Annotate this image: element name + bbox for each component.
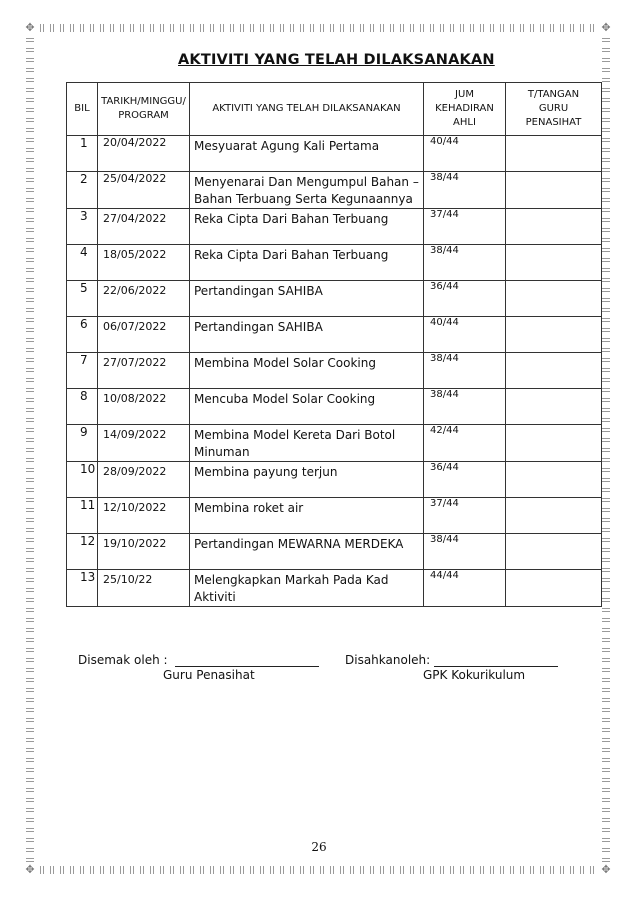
row-date-cell [98, 570, 190, 607]
header-activity: AKTIVITI YANG TELAH DILAKSANAKAN [190, 83, 424, 136]
row-signature-cell [506, 209, 602, 245]
row-date: 10/08/2022 [103, 392, 167, 405]
row-number: 3 [80, 209, 88, 223]
row-date: 27/07/2022 [103, 356, 167, 369]
row-activity-cell [190, 136, 424, 172]
row-number: 8 [80, 389, 88, 403]
row-signature-cell [506, 462, 602, 498]
row-number-cell [67, 245, 98, 281]
corner-ornament-icon: ✥ [25, 21, 35, 34]
row-activity: Mencuba Model Solar Cooking [194, 392, 376, 406]
checked-by-signature-line [175, 653, 319, 667]
row-number-cell [67, 534, 98, 570]
table-header-row [67, 83, 602, 136]
row-activity: Menyenarai Dan Mengumpul Bahan – Bahan Terbuang Serta Kegunaannya [194, 175, 419, 206]
table-row [67, 209, 602, 245]
row-number-cell [67, 209, 98, 245]
row-activity-cell [190, 498, 424, 534]
row-number-cell [67, 389, 98, 425]
row-activity: Membina Model Solar Cooking [194, 356, 376, 370]
row-date-cell [98, 172, 190, 209]
row-attendance: 37/44 [430, 498, 459, 509]
row-number-cell [67, 136, 98, 172]
row-attendance: 44/44 [430, 570, 459, 581]
row-activity-cell [190, 389, 424, 425]
row-number: 6 [80, 317, 88, 331]
row-number-cell [67, 498, 98, 534]
row-attendance: 37/44 [430, 209, 459, 220]
table-row [67, 498, 602, 534]
row-attendance: 40/44 [430, 317, 459, 328]
row-number: 1 [80, 136, 88, 150]
border-top [38, 24, 598, 32]
row-attendance: 38/44 [430, 534, 459, 545]
header-signature: T/TANGAN GURU PENASIHAT [506, 83, 602, 136]
row-attendance-cell [424, 353, 506, 389]
row-number: 11 [80, 498, 96, 512]
row-date-cell [98, 353, 190, 389]
row-date-cell [98, 498, 190, 534]
row-activity: Membina Model Kereta Dari Botol Minuman [194, 428, 396, 459]
row-activity: Pertandingan SAHIBA [194, 320, 323, 334]
row-date-cell [98, 245, 190, 281]
row-signature-cell [506, 425, 602, 462]
row-number-cell [67, 353, 98, 389]
row-number-cell [67, 462, 98, 498]
row-activity: Mesyuarat Agung Kali Pertama [194, 139, 380, 153]
row-date: 25/04/2022 [103, 172, 167, 185]
row-activity-cell [190, 245, 424, 281]
row-activity-cell [190, 462, 424, 498]
row-date-cell [98, 462, 190, 498]
row-date: 18/05/2022 [103, 248, 167, 261]
row-signature-cell [506, 534, 602, 570]
row-activity: Membina payung terjun [194, 465, 338, 479]
checked-by-label: Disemak oleh : [78, 653, 168, 667]
row-signature-cell [506, 281, 602, 317]
row-date: 19/10/2022 [103, 537, 167, 550]
row-activity: Pertandingan SAHIBA [194, 284, 323, 298]
row-signature-cell [506, 317, 602, 353]
row-number-cell [67, 172, 98, 209]
row-date: 20/04/2022 [103, 136, 167, 149]
row-activity: Reka Cipta Dari Bahan Terbuang [194, 212, 389, 226]
corner-ornament-icon: ✥ [601, 863, 611, 876]
row-number-cell [67, 281, 98, 317]
row-number: 10 [80, 462, 96, 476]
table-row [67, 389, 602, 425]
border-bottom [38, 866, 598, 874]
row-date: 06/07/2022 [103, 320, 167, 333]
row-date: 27/04/2022 [103, 212, 167, 225]
row-date: 22/06/2022 [103, 284, 167, 297]
row-activity: Reka Cipta Dari Bahan Terbuang [194, 248, 389, 262]
row-signature-cell [506, 136, 602, 172]
row-attendance-cell [424, 317, 506, 353]
row-date: 28/09/2022 [103, 465, 167, 478]
row-attendance-cell [424, 245, 506, 281]
row-activity-cell [190, 317, 424, 353]
header-bil: BIL [67, 83, 98, 136]
row-date-cell [98, 389, 190, 425]
row-signature-cell [506, 498, 602, 534]
row-signature-cell [506, 353, 602, 389]
row-signature-cell [506, 172, 602, 209]
table-row [67, 462, 602, 498]
row-attendance-cell [424, 172, 506, 209]
row-activity-cell [190, 172, 424, 209]
table-row [67, 245, 602, 281]
row-activity-cell [190, 570, 424, 607]
row-attendance-cell [424, 281, 506, 317]
row-date-cell [98, 209, 190, 245]
row-activity: Melengkapkan Markah Pada Kad Aktiviti [194, 573, 389, 604]
row-signature-cell [506, 570, 602, 607]
row-date-cell [98, 317, 190, 353]
header-date: TARIKH/MINGGU/ PROGRAM [98, 83, 190, 136]
row-number: 12 [80, 534, 96, 548]
row-attendance-cell [424, 425, 506, 462]
page-title: AKTIVITI YANG TELAH DILAKSANAKAN [178, 52, 495, 68]
table-row [67, 353, 602, 389]
row-attendance: 36/44 [430, 281, 459, 292]
row-activity-cell [190, 281, 424, 317]
row-activity: Pertandingan MEWARNA MERDEKA [194, 537, 404, 551]
border-right [602, 36, 610, 862]
table-row [67, 172, 602, 209]
row-activity-cell [190, 425, 424, 462]
row-date: 14/09/2022 [103, 428, 167, 441]
table-row [67, 570, 602, 607]
row-signature-cell [506, 389, 602, 425]
row-number: 4 [80, 245, 88, 259]
row-activity-cell [190, 353, 424, 389]
row-attendance-cell [424, 534, 506, 570]
table-row [67, 281, 602, 317]
table-row [67, 534, 602, 570]
activity-table [66, 82, 602, 607]
row-activity-cell [190, 534, 424, 570]
row-attendance-cell [424, 389, 506, 425]
row-attendance: 38/44 [430, 353, 459, 364]
approved-by-signature-line [434, 653, 558, 667]
row-signature-cell [506, 245, 602, 281]
row-date-cell [98, 281, 190, 317]
row-attendance: 38/44 [430, 389, 459, 400]
row-attendance-cell [424, 570, 506, 607]
row-attendance-cell [424, 498, 506, 534]
row-attendance: 36/44 [430, 462, 459, 473]
page-number: 26 [311, 840, 327, 854]
approved-by [345, 653, 558, 667]
row-date-cell [98, 425, 190, 462]
row-attendance-cell [424, 462, 506, 498]
table-row [67, 136, 602, 172]
row-number-cell [67, 317, 98, 353]
checked-by [78, 653, 319, 667]
table-row [67, 425, 602, 462]
approved-by-label: Disahkanoleh: [345, 653, 431, 667]
row-number-cell [67, 425, 98, 462]
row-number: 13 [80, 570, 96, 584]
row-date-cell [98, 136, 190, 172]
row-number: 7 [80, 353, 88, 367]
row-activity: Membina roket air [194, 501, 304, 515]
row-activity-cell [190, 209, 424, 245]
row-number: 2 [80, 172, 88, 186]
table-row [67, 317, 602, 353]
row-attendance: 40/44 [430, 136, 459, 147]
row-attendance: 38/44 [430, 245, 459, 256]
approved-by-role: GPK Kokurikulum [423, 668, 526, 682]
row-number: 9 [80, 425, 88, 439]
row-date: 12/10/2022 [103, 501, 167, 514]
row-attendance: 38/44 [430, 172, 459, 183]
row-attendance: 42/44 [430, 425, 459, 436]
corner-ornament-icon: ✥ [25, 863, 35, 876]
row-date-cell [98, 534, 190, 570]
row-attendance-cell [424, 209, 506, 245]
corner-ornament-icon: ✥ [601, 21, 611, 34]
header-attendance: JUM KEHADIRAN AHLI [424, 83, 506, 136]
border-left [26, 36, 34, 862]
checked-by-role: Guru Penasihat [163, 668, 255, 682]
row-number-cell [67, 570, 98, 607]
row-date: 25/10/22 [103, 573, 153, 586]
row-number: 5 [80, 281, 88, 295]
row-attendance-cell [424, 136, 506, 172]
